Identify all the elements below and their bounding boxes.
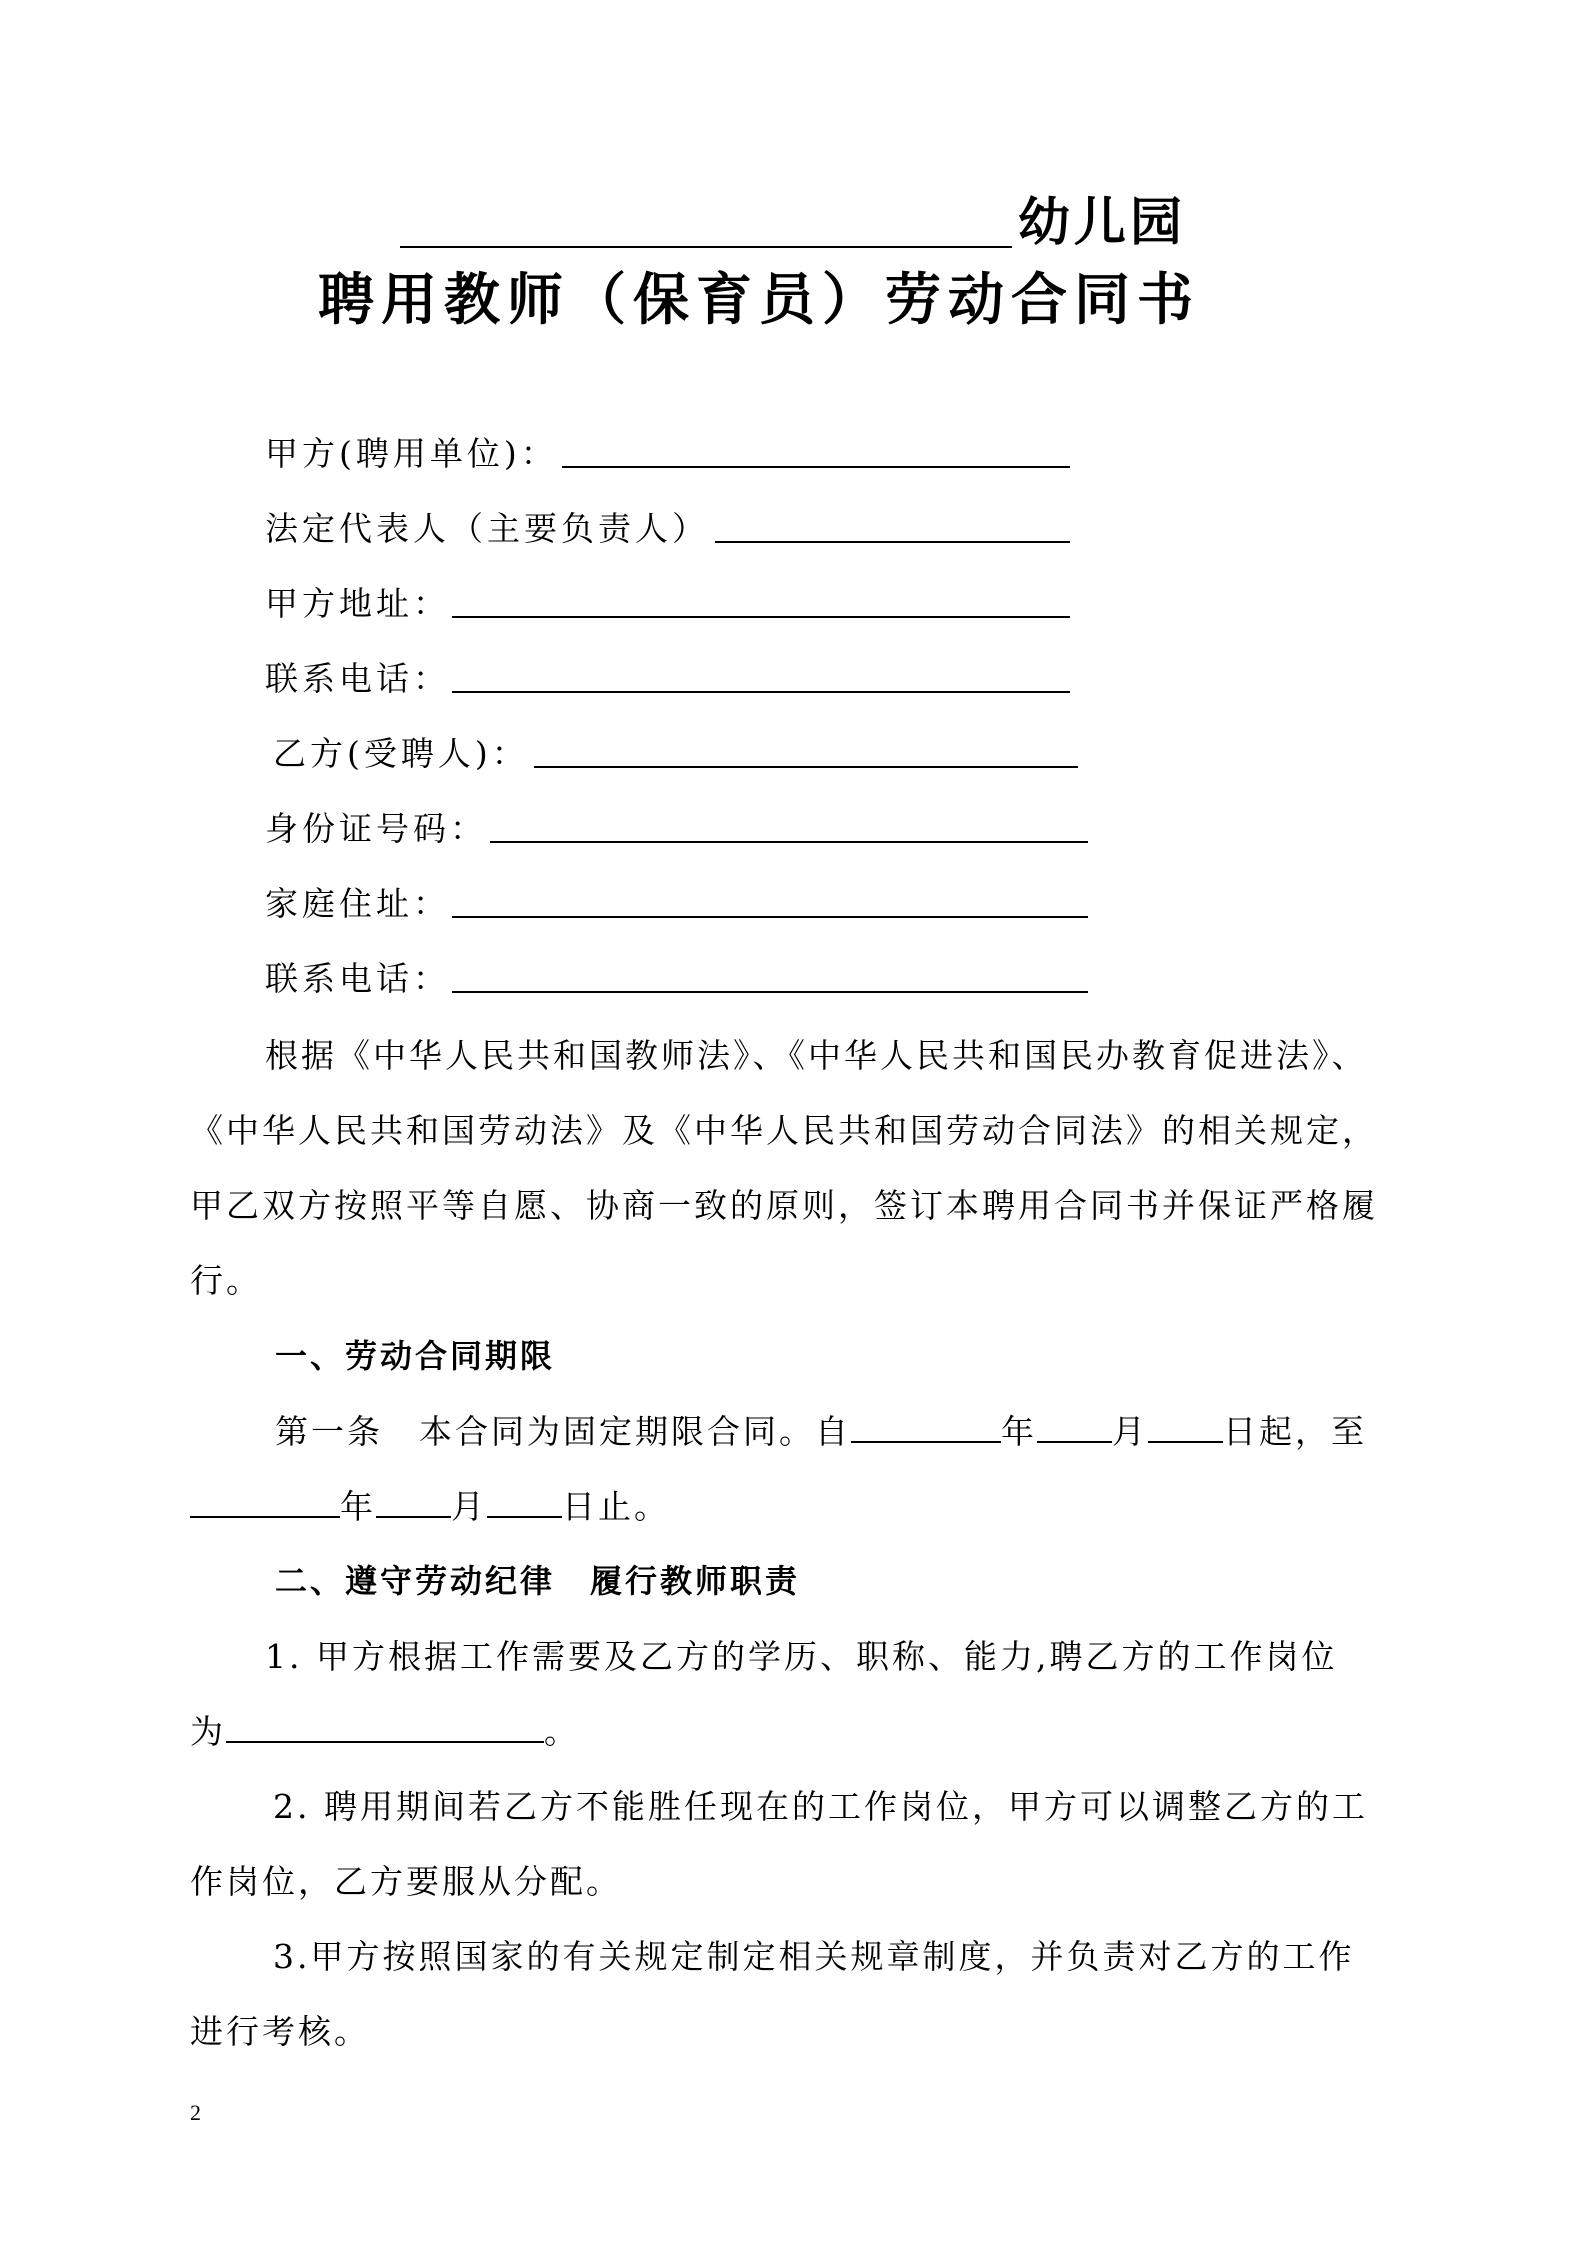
section1-heading: 一、劳动合同期限 bbox=[275, 1337, 556, 1375]
item1-line1: 1. 甲方根据工作需要及乙方的学历、职称、能力,聘乙方的工作岗位 bbox=[265, 1637, 1338, 1676]
end-day-blank bbox=[487, 1486, 562, 1518]
page-number: 2 bbox=[190, 2100, 201, 2125]
field-legal-rep-line bbox=[715, 541, 1070, 543]
item3-line1: 3.甲方按照国家的有关规定制定相关规章制度，并负责对乙方的工作 bbox=[273, 1937, 1355, 1976]
end-month-label: 月 bbox=[451, 1487, 487, 1526]
preamble-line-2: 《中华人民共和国劳动法》及《中华人民共和国劳动合同法》的相关规定， bbox=[190, 1111, 1378, 1150]
item2-line1: 2. 聘用期间若乙方不能胜任现在的工作岗位，甲方可以调整乙方的工 bbox=[273, 1787, 1368, 1826]
item1-prefix: 为 bbox=[190, 1712, 226, 1751]
item3-line2: 进行考核。 bbox=[190, 2012, 370, 2051]
preamble-line-4: 行。 bbox=[190, 1261, 262, 1300]
start-year-blank bbox=[851, 1411, 1001, 1443]
field-legal-rep: 法定代表人（主要负责人） bbox=[265, 509, 709, 548]
item1-suffix: 。 bbox=[544, 1712, 580, 1751]
field-party-a-address-line bbox=[452, 616, 1070, 618]
job-position-blank bbox=[226, 1711, 544, 1743]
field-id-number: 身份证号码： bbox=[265, 809, 487, 848]
start-day-blank bbox=[1148, 1411, 1223, 1443]
end-day-label: 日止。 bbox=[562, 1487, 670, 1526]
field-party-a-phone: 联系电话： bbox=[265, 659, 450, 698]
field-id-number-line bbox=[490, 841, 1088, 843]
title-kindergarten-line bbox=[400, 180, 1210, 260]
field-home-address: 家庭住址： bbox=[265, 884, 450, 923]
field-party-a-phone-line bbox=[452, 691, 1070, 693]
field-party-b-line bbox=[534, 766, 1078, 768]
start-month-blank bbox=[1037, 1411, 1112, 1443]
section2-heading: 二、遵守劳动纪律 履行教师职责 bbox=[275, 1562, 801, 1600]
kindergarten-label: 幼儿园 bbox=[1018, 193, 1187, 253]
end-year-blank bbox=[190, 1486, 340, 1518]
contract-title: 聘用教师（保育员）劳动合同书 bbox=[318, 268, 1200, 333]
field-party-a-line bbox=[562, 466, 1070, 468]
field-party-b-phone: 联系电话： bbox=[265, 959, 450, 998]
start-month-label: 月 bbox=[1112, 1412, 1148, 1451]
item1-line2 bbox=[190, 1706, 580, 1753]
item2-line2: 作岗位，乙方要服从分配。 bbox=[190, 1862, 622, 1901]
end-year-label: 年 bbox=[340, 1487, 376, 1526]
field-party-a-address: 甲方地址： bbox=[265, 584, 450, 623]
field-party-b-phone-line bbox=[452, 991, 1088, 993]
section1-article1-line2 bbox=[190, 1481, 670, 1528]
preamble-line-1: 根据《中华人民共和国教师法》、《中华人民共和国民办教育促进法》、 bbox=[265, 1036, 1368, 1075]
article1-prefix: 第一条 本合同为固定期限合同。自 bbox=[275, 1412, 851, 1451]
field-party-b: 乙方(受聘人)： bbox=[273, 734, 529, 773]
preamble-line-3: 甲乙双方按照平等自愿、协商一致的原则，签订本聘用合同书并保证严格履 bbox=[190, 1186, 1378, 1225]
field-home-address-line bbox=[452, 916, 1088, 918]
end-month-blank bbox=[376, 1486, 451, 1518]
section1-article1-line1 bbox=[275, 1406, 1367, 1453]
kindergarten-name-blank bbox=[400, 246, 1012, 248]
start-year-label: 年 bbox=[1001, 1412, 1037, 1451]
start-day-label: 日起，至 bbox=[1223, 1412, 1367, 1451]
field-party-a: 甲方(聘用单位)： bbox=[265, 434, 558, 473]
